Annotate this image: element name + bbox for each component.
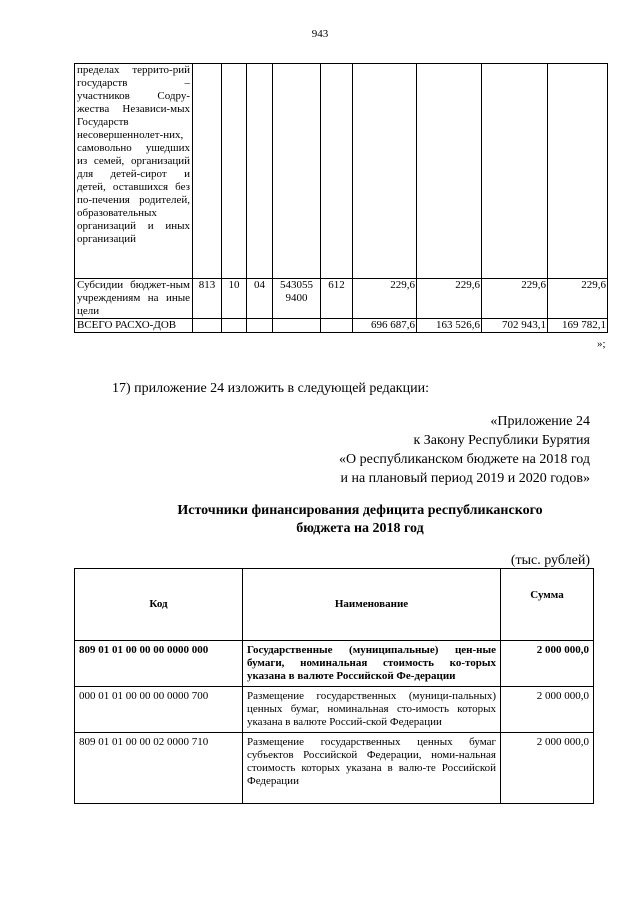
appendix-line: к Закону Республики Бурятия (413, 433, 590, 448)
page-number: 943 (311, 28, 329, 40)
title-line: Источники финансирования дефицита республиканского (177, 503, 543, 518)
ministry-code: 813 (193, 279, 222, 319)
row-name: Размещение государственных ценных бумаг субъектов Российской Федерации, номи-нальная стоимость которых указана в валю-те Российской Федерации (243, 733, 501, 804)
expenditure-table-continuation (74, 63, 608, 333)
financing-sources-table (74, 568, 594, 804)
row-sum: 2 000 000,0 (501, 733, 594, 804)
row-description: ВСЕГО РАСХО-ДОВ (75, 319, 193, 333)
appendix-line: и на плановый период 2019 и 2020 годов» (340, 471, 590, 486)
section-code: 10 (222, 279, 247, 319)
units-label: (тыс. рублей) (510, 553, 590, 568)
table-row (75, 641, 594, 687)
row-description: пределах террито-рий государств – участников Содру-жества Независи-мых Государств несовершеннолет-них, самовольно ушедших из семей, организаций для детей-сирот и детей, оставшихся без по-печения родителей, образовательных организаций и иных организаций (75, 64, 193, 279)
amount-cell: 229,6 (482, 279, 548, 319)
row-code: 000 01 01 00 00 00 0000 700 (75, 687, 243, 733)
row-sum: 2 000 000,0 (501, 687, 594, 733)
title-line: бюджета на 2018 год (296, 521, 424, 536)
table-row (75, 319, 608, 333)
appendix-header (339, 412, 590, 488)
amount-cell: 229,6 (548, 279, 608, 319)
table-header (75, 569, 594, 641)
table-row (75, 687, 594, 733)
document-title (0, 502, 640, 538)
header-sum: Сумма (501, 569, 594, 641)
appendix-line: «Приложение 24 (490, 414, 590, 429)
closing-quote: »; (597, 338, 606, 350)
row-name: Государственные (муниципальные) цен-ные бумаги, номинальная стоимость ко-торых указана в валюте Российской Фе-дерации (243, 641, 501, 687)
amount-cell: 229,6 (353, 279, 417, 319)
amount-cell: 696 687,6 (353, 319, 417, 333)
amount-cell: 229,6 (417, 279, 482, 319)
row-description: Субсидии бюджет-ным учреждениям на иные цели (75, 279, 193, 319)
amendment-item: 17) приложение 24 изложить в следующей редакции: (112, 381, 429, 396)
target-article-code: 543055 9400 (273, 279, 321, 319)
table-row (75, 733, 594, 804)
appendix-line: «О республиканском бюджете на 2018 год (339, 452, 590, 467)
table-row (75, 64, 608, 279)
amount-cell: 163 526,6 (417, 319, 482, 333)
amount-cell: 702 943,1 (482, 319, 548, 333)
expense-type-code: 612 (321, 279, 353, 319)
row-name: Размещение государственных (муници-пальных) ценных бумаг, номинальная сто-имость которых указана в валюте Россий-ской Федерации (243, 687, 501, 733)
table-row (75, 279, 608, 319)
subsection-code: 04 (247, 279, 273, 319)
row-sum: 2 000 000,0 (501, 641, 594, 687)
header-code: Код (75, 569, 243, 641)
row-code: 809 01 01 00 00 00 0000 000 (75, 641, 243, 687)
row-code: 809 01 01 00 00 02 0000 710 (75, 733, 243, 804)
amount-cell: 169 782,1 (548, 319, 608, 333)
header-name: Наименование (243, 569, 501, 641)
